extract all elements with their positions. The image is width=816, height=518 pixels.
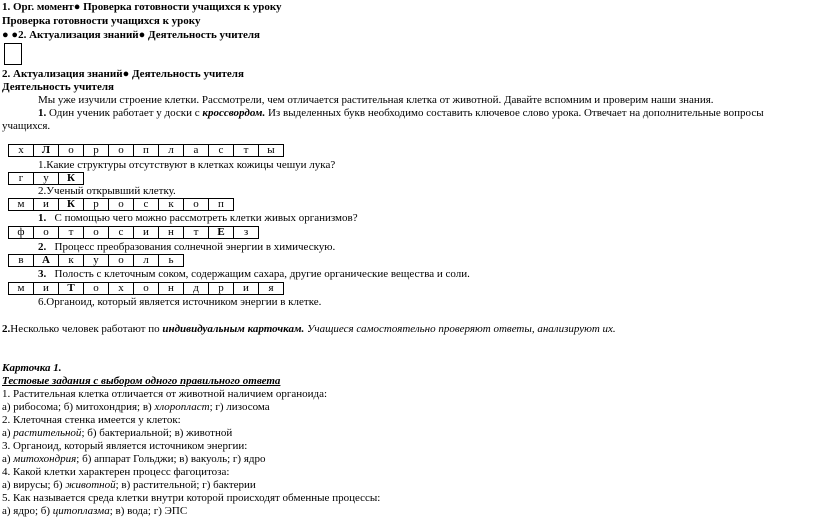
section2-intro: Мы уже изучили строение клетки. Рассмотрели, чем отличается растительная клетка от животной. Давайте вспомним и проверим наши знания. — [38, 94, 714, 106]
crossword-cell: о — [109, 145, 134, 157]
crossword-row-3 — [8, 198, 234, 211]
header-org-moment: 1. Орг. момент — [2, 1, 74, 13]
card-answers-2: а) растительной; б) бактериальной; в) животной — [2, 427, 233, 439]
crossword-cell: з — [234, 227, 259, 239]
crossword-cell: о — [134, 283, 159, 295]
crossword-key-cell: Е — [209, 227, 234, 239]
crossword-cell: р — [84, 199, 109, 211]
bullet-icon: ● — [2, 29, 9, 41]
card-answers-4: а) вирусы; б) животной; в) растительной; г) бактерии — [2, 479, 256, 491]
crossword-cell: п — [209, 199, 234, 211]
crossword-cell: к — [59, 255, 84, 267]
card-subtitle: Тестовые задания с выбором одного правильного ответа — [2, 375, 281, 387]
crossword-cell: л — [159, 145, 184, 157]
bullet-icon: ● — [122, 68, 130, 80]
header-line-2: Проверка готовности учащихся к уроку — [2, 15, 201, 27]
crossword-cell: о — [109, 255, 134, 267]
crossword-question-3: 1. С помощью чего можно рассмотреть клетки живых организмов? — [38, 212, 358, 224]
crossword-cell: г — [9, 173, 34, 185]
crossword-cell: л — [134, 255, 159, 267]
header-readiness: Проверка готовности учащихся к уроку — [83, 1, 282, 13]
crossword-cell: о — [34, 227, 59, 239]
header-line-1 — [2, 1, 282, 14]
crossword-cell: н — [159, 283, 184, 295]
header-line-3: ● ●2. Актуализация знаний● Деятельность учителя — [2, 29, 260, 41]
crossword-key-cell: К — [59, 199, 84, 211]
crossword-key-cell: А — [34, 255, 59, 267]
card-title: Карточка 1. — [2, 362, 62, 374]
crossword-cell: ь — [159, 255, 184, 267]
crossword-cell: у — [84, 255, 109, 267]
card-question-5: 5. Как называется среда клетки внутри которой происходят обменные процессы: — [2, 492, 381, 504]
task1-text: 1. Один ученик работает у доски с кроссвордом. Из выделенных букв необходимо составить ключевое слово урока. Отвечает на дополнительные вопросы — [38, 107, 764, 119]
crossword-row-1 — [8, 144, 284, 157]
crossword-cell: о — [184, 199, 209, 211]
crossword-cell: и — [34, 199, 59, 211]
crossword-cell: р — [209, 283, 234, 295]
crossword-cell: о — [84, 227, 109, 239]
crossword-cell: д — [184, 283, 209, 295]
crossword-key-cell: Л — [34, 145, 59, 157]
card-answers-1: а) рибосома; б) митохондрия; в) хлоропласт; г) лизосома — [2, 401, 270, 413]
crossword-cell: к — [159, 199, 184, 211]
crossword-row-6 — [8, 282, 284, 295]
crossword-cell: т — [234, 145, 259, 157]
crossword-cell: я — [259, 283, 284, 295]
crossword-cell: ы — [259, 145, 284, 157]
crossword-cell: и — [134, 227, 159, 239]
crossword-cell: с — [209, 145, 234, 157]
crossword-cell: м — [9, 283, 34, 295]
bullet-icon: ● — [11, 29, 19, 41]
card-question-2: 2. Клеточная стенка имеется у клеток: — [2, 414, 181, 426]
crossword-cell: в — [9, 255, 34, 267]
crossword-cell: х — [9, 145, 34, 157]
crossword-cell: о — [109, 199, 134, 211]
crossword-cell: и — [34, 283, 59, 295]
task2-text: 2.Несколько человек работают по индивидуальным карточкам. Учащиеся самостоятельно проверяют ответы, анализируют их. — [2, 323, 616, 335]
crossword-cell: х — [109, 283, 134, 295]
empty-box — [4, 43, 22, 65]
crossword-cell: и — [234, 283, 259, 295]
bullet-icon: ● — [138, 29, 146, 41]
crossword-cell: т — [59, 227, 84, 239]
crossword-row-2 — [8, 172, 84, 185]
crossword-cell: а — [184, 145, 209, 157]
section2-title: 2. Актуализация знаний● Деятельность учителя — [2, 68, 244, 80]
crossword-cell: н — [159, 227, 184, 239]
crossword-key-cell: Т — [59, 283, 84, 295]
section2-subtitle: Деятельность учителя — [2, 81, 114, 93]
crossword-question-1: 1.Какие структуры отсутствуют в клетках кожицы чешуи лука? — [38, 159, 336, 171]
card-answers-3: а) митохондрия; б) аппарат Гольджи; в) вакуоль; г) ядро — [2, 453, 266, 465]
crossword-cell: с — [109, 227, 134, 239]
crossword-cell: м — [9, 199, 34, 211]
crossword-row-5 — [8, 254, 184, 267]
crossword-question-6: 6.Органоид, который является источником энергии в клетке. — [38, 296, 322, 308]
card-question-3: 3. Органоид, который является источником энергии: — [2, 440, 248, 452]
crossword-cell: т — [184, 227, 209, 239]
crossword-question-4: 2. Процесс преобразования солнечной энергии в химическую. — [38, 241, 336, 253]
crossword-key-cell: К — [59, 173, 84, 185]
crossword-cell: о — [84, 283, 109, 295]
crossword-cell: ф — [9, 227, 34, 239]
crossword-question-2: 2.Ученый открывший клетку. — [38, 185, 176, 197]
bullet-icon: ● — [73, 1, 81, 13]
crossword-cell: о — [59, 145, 84, 157]
card-question-1: 1. Растительная клетка отличается от животной наличием органоида: — [2, 388, 328, 400]
card-question-4: 4. Какой клетки характерен процесс фагоцитоза: — [2, 466, 230, 478]
crossword-cell: п — [134, 145, 159, 157]
crossword-cell: р — [84, 145, 109, 157]
card-answers-5: а) ядро; б) цитоплазма; в) вода; г) ЭПС — [2, 505, 188, 517]
crossword-cell: у — [34, 173, 59, 185]
crossword-cell: с — [134, 199, 159, 211]
crossword-question-5: 3. Полость с клеточным соком, содержащим сахара, другие органические вещества и соли. — [38, 268, 470, 280]
crossword-row-4 — [8, 226, 259, 239]
task1-text-cont: учащихся. — [2, 120, 51, 132]
